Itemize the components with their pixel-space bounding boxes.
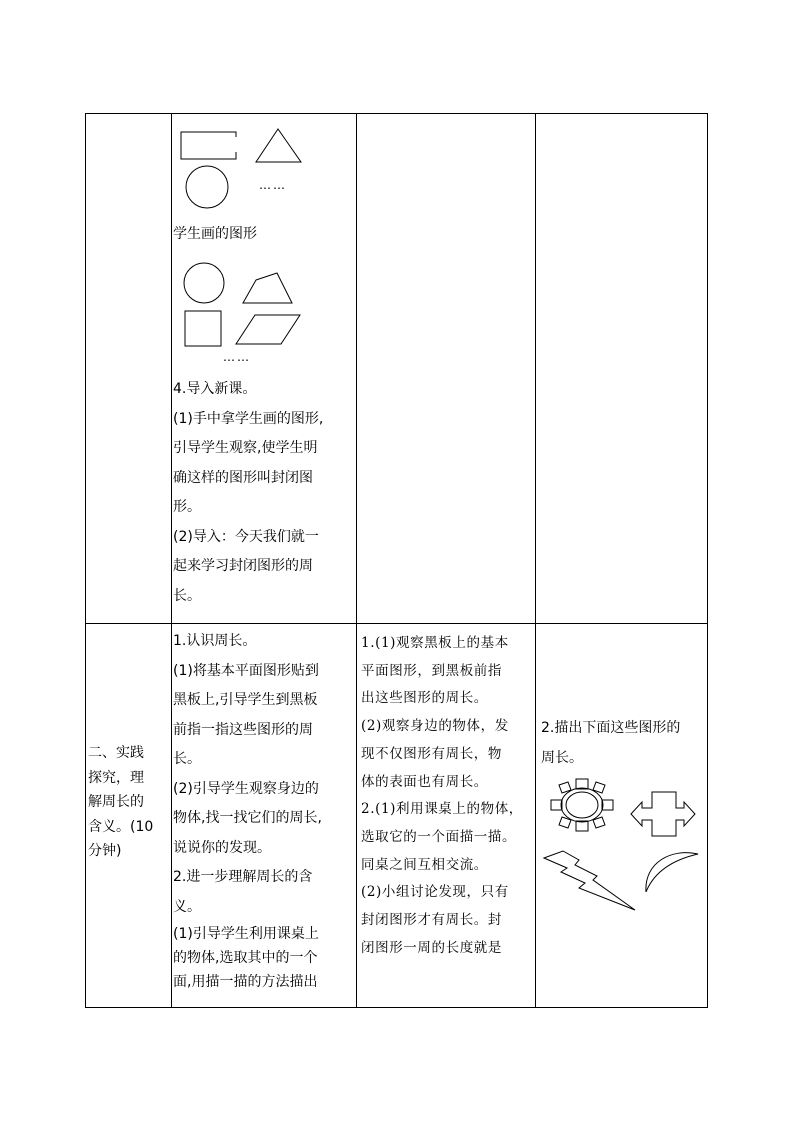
column-divider-1 [171,113,172,1008]
text-line: 长。 [173,587,201,604]
column-divider-2 [356,113,357,1008]
rectangle-shape-icon [181,132,239,162]
student-circle-icon [182,262,228,308]
text-line: 闭图形一周的长度就是 [361,939,502,956]
text-line: 形。 [173,499,201,515]
quadrilateral-shape-icon [240,272,296,306]
ellipsis-dots: …… [259,178,287,192]
text-line: 探究，理 [88,769,144,786]
text-line: 前指一指这些图形的周 [173,721,313,738]
square-shape-icon [184,310,224,348]
circle-shape-icon [183,163,231,211]
student-activity-text [361,630,531,962]
text-line: 分钟) [88,843,122,859]
double-arrow-shape-icon [630,790,696,838]
text-line: 长。 [173,751,201,767]
text-line: 选取它的一个面描一描。 [361,828,517,845]
text-line: 引导学生观察,使学生明 [173,440,318,456]
column-divider-3 [535,113,536,1008]
text-line: 体的表面也有周长。 [361,773,488,790]
ellipsis-dots: …… [223,350,251,364]
flower-shape-icon [550,778,614,832]
text-line: 周长。 [541,749,583,766]
lightning-shape-icon [543,850,637,912]
triangle-shape-icon [255,128,303,164]
teacher-activity-text [173,627,355,994]
text-line: 含义。(10 [88,818,154,835]
text-line: 面,用描一描的方法描出 [173,974,318,990]
section-title [88,741,170,864]
student-shapes-label: 学生画的图形 [173,226,257,242]
text-line: 物体,找一找它们的周长, [173,810,322,826]
table-right-border [707,113,708,1008]
text-line: 的物体,选取其中的一个 [173,950,318,966]
text-line: 封闭图形才有周长。封 [361,912,502,929]
text-line: (1)将基本平面图形贴到 [173,662,319,679]
table-bottom-border [85,1007,708,1008]
text-line: 黑板上,引导学生到黑板 [173,692,318,708]
text-line: (1)手中拿学生画的图形, [173,410,324,427]
text-line: (1)引导学生利用课桌上 [173,926,319,942]
row-divider [85,623,708,624]
text-line: 2.(1)利用课桌上的物体， [361,801,523,818]
text-line: 同桌之间互相交流。 [361,856,488,873]
text-line: 现不仅图形有周长，物 [361,745,502,762]
text-line: 确这样的图形叫封闭图 [173,469,313,486]
table-top-border [85,113,708,114]
table-left-border [85,113,86,1008]
parallelogram-shape-icon [235,314,303,346]
text-line: 解周长的 [88,794,144,810]
text-line: 2.描出下面这些图形的 [541,720,681,736]
text-line: (2)观察身边的物体，发 [361,718,509,735]
text-line: 出这些图形的周长。 [361,690,488,707]
text-line: 二、实践 [88,745,144,761]
text-line: 说说你的发现。 [173,839,271,856]
text-line: (2)导入：今天我们就一 [173,528,319,545]
text-line: 2.进一步理解周长的含 [173,869,313,885]
text-line: 起来学习封闭图形的周 [173,558,313,574]
text-line: 4.导入新课。 [173,381,257,397]
text-line: 义。 [173,898,201,915]
text-line: 1.(1)观察黑板上的基本 [361,635,509,651]
intro-text-block [173,375,355,611]
crescent-moon-shape-icon [642,850,700,894]
text-line: 平面图形，到黑板前指 [361,662,502,679]
text-line: (2)引导学生观察身边的 [173,780,319,797]
text-line: 1.认识周长。 [173,633,257,649]
exercise-text [541,714,706,773]
text-line: (2)小组讨论发现，只有 [361,884,509,901]
